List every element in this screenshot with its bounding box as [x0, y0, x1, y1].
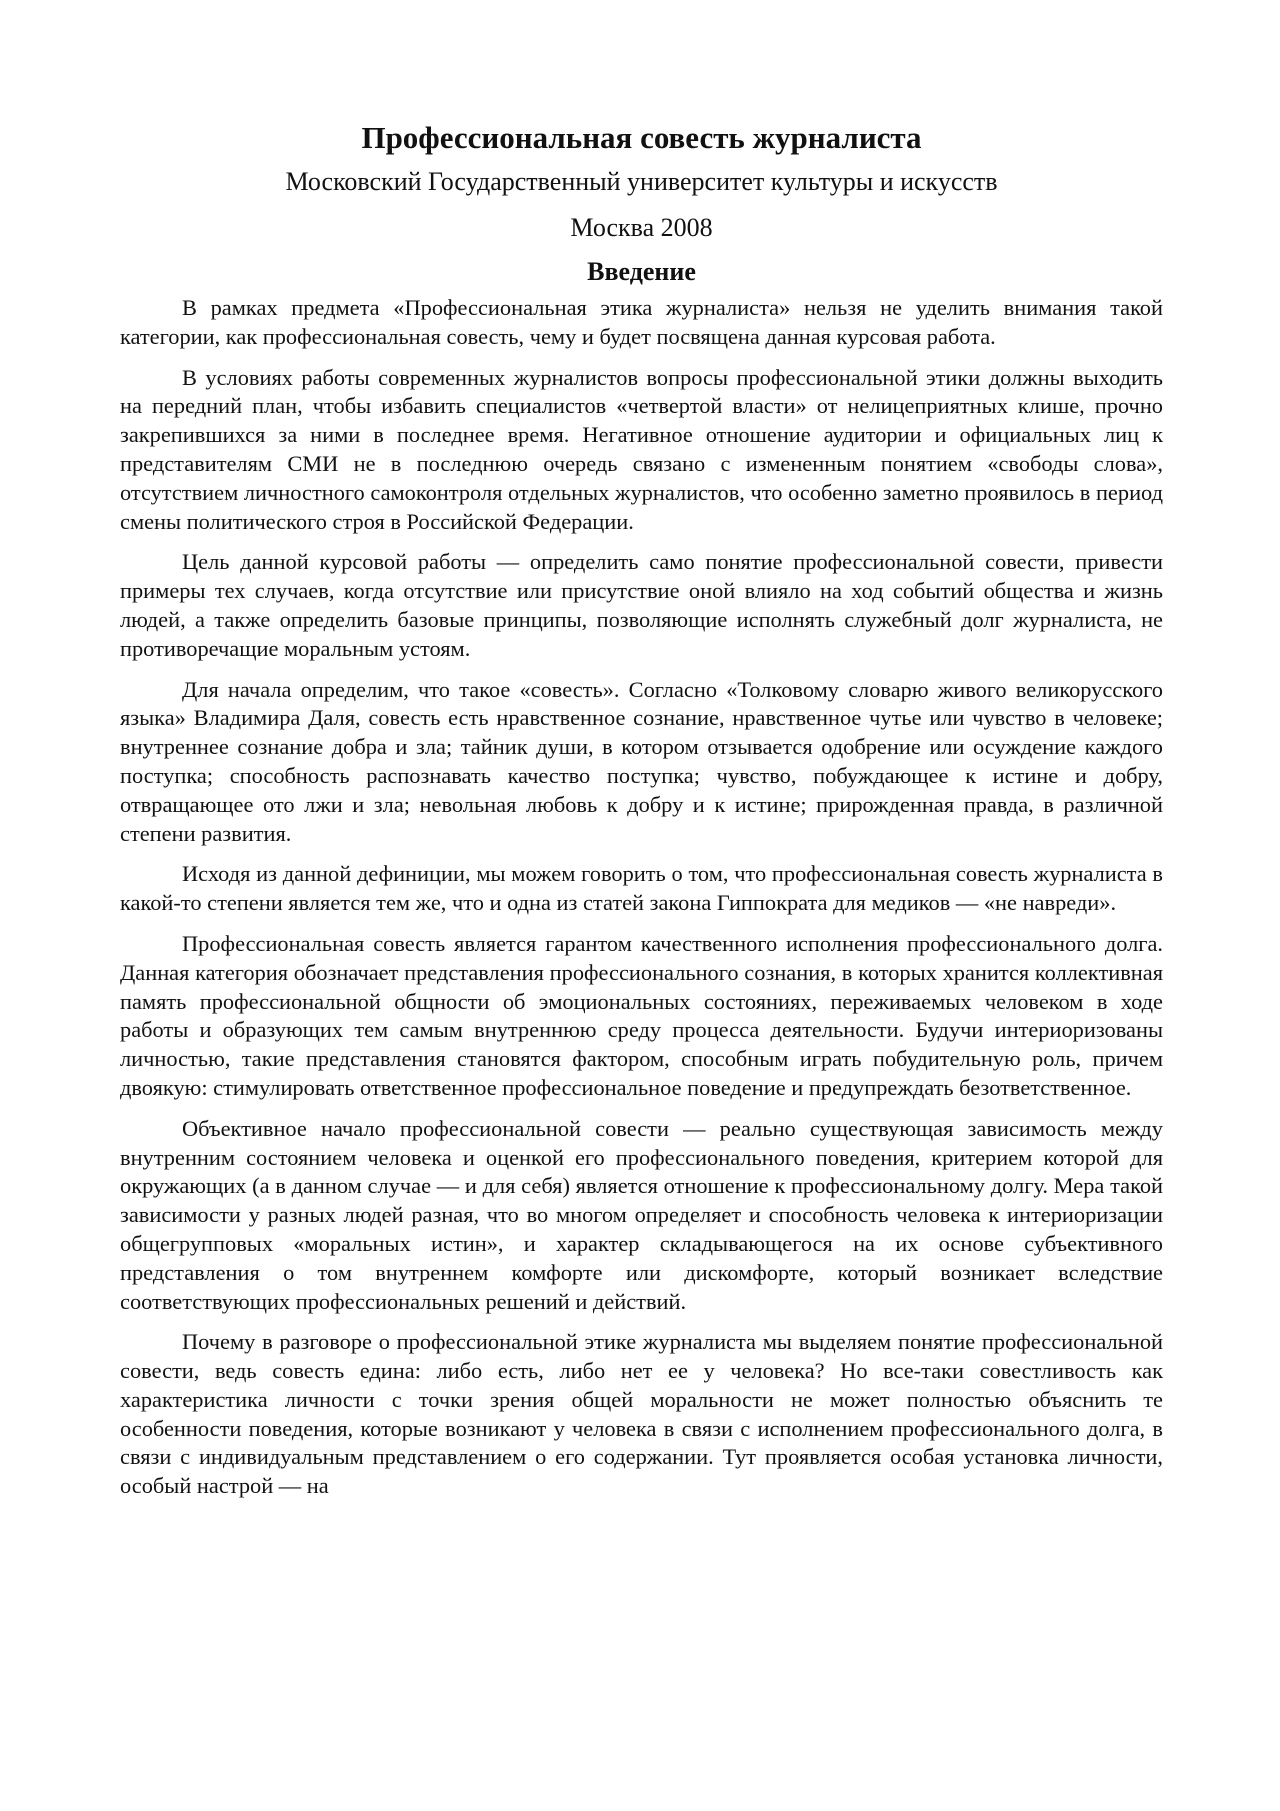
paragraph: В рамках предмета «Профессиональная этика журналиста» нельзя не уделить внимания такой категории, как профессиональная совесть, чему и будет посвящена данная курсовая работа.	[120, 295, 1163, 349]
institution-name: Московский Государственный университет культуры и искусств	[285, 167, 998, 196]
section-heading: Введение	[587, 257, 696, 286]
paragraph: Цель данной курсовой работы — определить само понятие профессиональной совести, привести примеры тех случаев, когда отсутствие или присутствие оной влияло на ход событий общества и жизнь людей, а также определить базовые принципы, позволяющие исполнять служебный долг журналиста, не противоречащие моральным устоям.	[120, 549, 1163, 661]
paragraph: Объективное начало профессиональной совести — реально существующая зависимость между внутренним состоянием человека и оценкой его профессионального поведения, критерием которой для окружающих (а в данном случае — и для себя) является отношение к профессиональному долгу. Мера такой зависимости у разных людей разная, что во многом определяет и способность человека к интериоризации общегрупповых «моральных истин», и характер складывающегося на их основе субъективного представления о том внутреннем комфорте или дискомфорте, который возникает вследствие соответствующих профессиональных решений и действий.	[120, 1115, 1163, 1314]
city-year: Москва 2008	[570, 213, 713, 242]
paragraph: Профессиональная совесть является гарантом качественного исполнения профессионального долга. Данная категория обозначает представления профессионального сознания, в которых хранится коллективная память профессиональной общности об эмоциональных состояниях, переживаемых человеком в ходе работы и образующих тем самым внутреннюю среду процесса деятельности. Будучи интериоризованы личностью, такие представления становятся фактором, способным играть побудительную роль, причем двоякую: стимулировать ответственное профессиональное поведение и предупреждать безответственное.	[120, 930, 1163, 1100]
paragraph: Почему в разговоре о профессиональной этике журналиста мы выделяем понятие профессиональной совести, ведь совесть едина: либо есть, либо нет ее у человека? Но все-таки совестливость как характеристика личности с точки зрения общей моральности не может полностью объяснить те особенности поведения, которые возникают у человека в связи с исполнением профессионального долга, в связи с индивидуальным представлением о его содержании. Тут проявляется особая установка личности, особый настрой — на	[120, 1329, 1163, 1499]
paragraph: Для начала определим, что такое «совесть». Согласно «Толковому словарю живого великорусского языка» Владимира Даля, совесть есть нравственное сознание, нравственное чутье или чувство в человеке; внутреннее сознание добра и зла; тайник души, в котором отзывается одобрение или осуждение каждого поступка; способность распознавать качество поступка; чувство, побуждающее к истине и добру, отвращающее ото лжи и зла; невольная любовь к добру и к истине; прирожденная правда, в различной степени развития.	[120, 676, 1163, 846]
paragraph: В условиях работы современных журналистов вопросы профессиональной этики должны выходить на передний план, чтобы избавить специалистов «четвертой власти» от нелицеприятных клише, прочно закрепившихся за ними в последнее время. Негативное отношение аудитории и официальных лиц к представителям СМИ не в последнюю очередь связано с измененным понятием «свободы слова», отсутствием личностного самоконтроля отдельных журналистов, что особенно заметно проявилось в период смены политического строя в Российской Федерации.	[120, 364, 1163, 534]
paragraph: Исходя из данной дефиниции, мы можем говорить о том, что профессиональная совесть журналиста в какой-то степени является тем же, что и одна из статей закона Гиппократа для медиков — «не навреди».	[120, 861, 1163, 916]
document-title: Профессиональная совесть журналиста	[361, 120, 922, 155]
document-page	[120, 118, 1163, 1513]
